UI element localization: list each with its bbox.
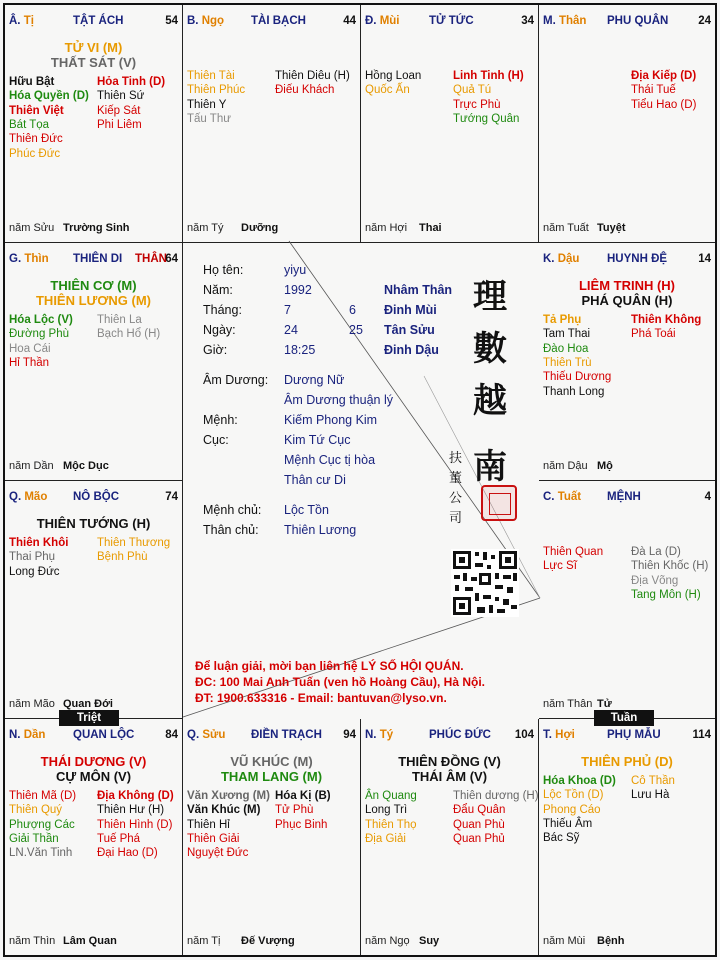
palace-can: K. — [543, 253, 555, 265]
minor-star: Cô Thần — [631, 775, 675, 787]
tuan-tag: Tuần — [594, 710, 654, 726]
amduong-label: Âm Dương: — [203, 373, 269, 387]
minor-star: Địa Không (D) — [97, 790, 174, 802]
minor-star: Đào Hoa — [543, 342, 589, 355]
main-star: THIÊN PHỦ (D) — [581, 754, 673, 769]
palace-chi: Thân — [558, 15, 587, 27]
minor-star: Thiên Hư (H) — [97, 804, 165, 817]
minor-star: Điếu Khách — [275, 84, 335, 97]
palace-age: 114 — [692, 729, 711, 741]
palace-stage: Quan Đới — [63, 698, 113, 710]
palace-name: MỆNH — [607, 491, 641, 503]
main-star: THÁI ÂM (V) — [411, 769, 488, 784]
palace-can: B. — [187, 15, 199, 27]
palace-stage: Bệnh — [597, 935, 625, 947]
minor-star: Thiên Khốc (H) — [631, 560, 709, 573]
palace-year: năm Tuất — [543, 222, 589, 234]
minor-star: Thiên Thọ — [365, 818, 417, 831]
minor-star: Tiểu Hao (D) — [631, 98, 697, 111]
minor-star: Thiên Hỉ — [187, 818, 230, 831]
palace-stage: Dưỡng — [241, 222, 279, 234]
palace-age: 24 — [698, 15, 711, 27]
palace-age: 104 — [514, 729, 534, 741]
minor-star: Thiên Tài — [187, 70, 235, 82]
main-star: TỬ VI (M) — [64, 40, 123, 55]
palace-can: Đ. — [365, 15, 377, 27]
minor-star: Quan Phủ — [453, 832, 505, 845]
minor-star: Bệnh Phù — [97, 551, 148, 564]
red-seal — [481, 485, 517, 521]
main-star: THIÊN TƯỚNG (H) — [36, 516, 151, 531]
minor-star: Tang Môn (H) — [631, 588, 701, 601]
palace-can: M. — [543, 15, 556, 27]
minor-star: Thai Phụ — [9, 551, 56, 564]
minor-star: Quan Phù — [453, 818, 505, 831]
minor-star: Phong Cáo — [543, 803, 601, 816]
main-star: LIÊM TRINH (H) — [578, 278, 676, 293]
palace-chi: Hợi — [555, 729, 575, 741]
minor-star: Quả Tú — [453, 84, 492, 97]
palace-name: NÔ BỘC — [73, 491, 119, 503]
palace-name: HUYNH ĐỆ — [607, 253, 668, 265]
minor-star: Linh Tinh (H) — [453, 70, 524, 82]
month-canchi: Đinh Mùi — [384, 303, 437, 317]
palace-can: Q. — [187, 729, 200, 741]
minor-star: Tả Phụ — [543, 314, 582, 326]
minor-star: Phượng Các — [9, 818, 75, 831]
minor-star: Thiên Không — [631, 314, 702, 326]
brand-char-4: 南 — [473, 447, 507, 487]
day-solar: 24 — [284, 323, 298, 337]
palace-can: G. — [9, 253, 22, 265]
palace-age: 54 — [165, 15, 178, 27]
minor-star: Văn Xương (M) — [187, 790, 270, 802]
minor-star: Lực Sĩ — [543, 560, 577, 573]
minor-star: Phúc Đức — [9, 147, 61, 160]
palace-stage: Đế Vượng — [241, 935, 295, 947]
minor-star: Đường Phù — [9, 328, 69, 341]
brand-char-3: 越 — [473, 381, 507, 421]
palace-stage: Mộc Dục — [63, 460, 109, 472]
minor-star: Lưu Hà — [631, 789, 670, 802]
brand-small-1: 扶 — [449, 451, 463, 466]
year-label: Năm: — [203, 283, 233, 297]
day-canchi: Tân Sửu — [384, 323, 435, 337]
palace-chi: Tý — [379, 729, 394, 741]
cuc-value-3: Thân cư Di — [284, 473, 346, 487]
palace-stage: Trường Sinh — [63, 222, 130, 234]
minor-star: Hỉ Thần — [9, 356, 50, 369]
palace-chi: Thìn — [24, 253, 49, 265]
minor-star: Thái Tuế — [631, 84, 676, 97]
main-star: THIÊN CƠ (M) — [50, 278, 137, 293]
month-solar: 7 — [284, 303, 291, 317]
minor-star: Trực Phù — [453, 98, 501, 111]
minor-star: Địa Kiếp (D) — [631, 70, 697, 82]
palace-can: Â. — [9, 15, 21, 27]
main-star: THÁI DƯƠNG (V) — [40, 754, 147, 769]
palace-age: 34 — [521, 15, 534, 27]
minor-star: Long Đức — [9, 565, 60, 578]
menhchu-label: Mệnh chủ: — [203, 503, 262, 517]
minor-star: Thiếu Âm — [543, 817, 593, 830]
palace-stage: Tuyệt — [597, 222, 626, 234]
main-star: THIÊN ĐỒNG (V) — [398, 754, 501, 769]
minor-star: Long Trì — [365, 804, 408, 817]
cuc-value-2: Mệnh Cục tị hòa — [284, 453, 376, 467]
main-star: VŨ KHÚC (M) — [230, 754, 313, 769]
palace-chi: Tuất — [557, 491, 582, 503]
palace-stage: Mộ — [597, 460, 613, 472]
cuc-label: Cục: — [203, 433, 229, 447]
minor-star: Hỏa Tinh (D) — [97, 76, 166, 88]
amduong-value: Dương Nữ — [284, 373, 345, 387]
minor-star: Thiên Y — [187, 98, 227, 111]
palace-chi: Dần — [23, 729, 46, 741]
minor-star: Thiên Hình (D) — [97, 818, 173, 831]
palace-year: năm Dần — [9, 460, 54, 472]
palace-year: năm Tị — [187, 935, 221, 947]
palace-can: T. — [543, 729, 552, 741]
palace-chi: Mão — [24, 491, 48, 503]
contact-line-3: ĐT: 1900.633316 - Email: bantuvan@lyso.vn. — [195, 691, 447, 705]
brand-small-2: 董 — [449, 471, 463, 486]
palace-can: N. — [365, 729, 377, 741]
minor-star: Hoa Cái — [9, 342, 51, 355]
minor-star: Thiên Việt — [9, 104, 64, 117]
palace-name: PHÚC ĐỨC — [429, 729, 491, 741]
palace-chi: Sửu — [202, 729, 226, 741]
palace-year: năm Tý — [187, 222, 224, 234]
minor-star: Thiên Diêu (H) — [275, 70, 350, 82]
menh-label: Mệnh: — [203, 413, 238, 427]
menh-value: Kiếm Phong Kim — [284, 413, 378, 427]
year-value: 1992 — [284, 283, 312, 297]
minor-star: LN.Văn Tinh — [9, 847, 73, 860]
minor-star: Tử Phù — [275, 804, 314, 817]
palace-year: năm Mùi — [543, 935, 586, 947]
minor-star: Quốc Ấn — [365, 84, 410, 97]
brand-small-4: 司 — [449, 511, 463, 526]
minor-star: Tướng Quân — [453, 112, 520, 125]
amduong-value-2: Âm Dương thuận lý — [284, 393, 393, 407]
minor-star: Hồng Loan — [365, 70, 422, 82]
palace-name: TẬT ÁCH — [73, 15, 124, 27]
contact-line-1: Để luận giải, mời bạn liên hệ LÝ SỐ HỘI QUÁN. — [195, 659, 464, 673]
minor-star: Thiên Thương — [97, 537, 171, 549]
minor-star: Phi Liêm — [97, 118, 142, 131]
brand-char-2: 數 — [473, 329, 507, 369]
minor-star: Hóa Lộc (V) — [9, 314, 73, 326]
palace-age: 44 — [343, 15, 356, 27]
thanchu-label: Thân chủ: — [203, 523, 259, 537]
minor-star: Giải Thần — [9, 832, 59, 845]
main-star: PHÁ QUÂN (H) — [581, 293, 673, 308]
minor-star: Thiên La — [97, 314, 142, 326]
palace-year: năm Ngọ — [365, 935, 410, 947]
palace-year: năm Thìn — [9, 935, 56, 947]
brand-small-3: 公 — [449, 491, 463, 506]
minor-star: Văn Khúc (M) — [187, 804, 261, 817]
palace-stage: Thai — [419, 222, 442, 234]
main-star: THAM LANG (M) — [220, 769, 323, 784]
name-label: Họ tên: — [203, 263, 244, 277]
minor-star: Đẩu Quân — [453, 804, 506, 817]
minor-star: Thiên Quý — [9, 804, 63, 817]
main-star: CỰ MÔN (V) — [55, 769, 132, 784]
palace-stage: Lâm Quan — [63, 935, 117, 947]
minor-star: Phá Toái — [631, 328, 676, 341]
minor-star: Thanh Long — [543, 385, 605, 398]
main-star: THẤT SÁT (V) — [50, 55, 137, 70]
minor-star: Thiên Đức — [9, 133, 63, 146]
day-label: Ngày: — [203, 323, 236, 337]
palace-year: năm Mão — [9, 698, 55, 710]
palace-name: PHỤ MẪU — [607, 729, 661, 741]
palace-age: 64 — [165, 253, 178, 265]
minor-star: Đại Hao (D) — [97, 847, 158, 860]
palace-can: C. — [543, 491, 555, 503]
thanchu-value: Thiên Lương — [284, 523, 357, 537]
minor-star: Địa Võng — [631, 574, 679, 587]
year-canchi: Nhâm Thân — [384, 283, 453, 297]
contact-line-2: ĐC: 100 Mai Anh Tuấn (ven hồ Hoàng Cầu), Hà Nội. — [195, 675, 486, 689]
palace-chi: Dậu — [557, 253, 580, 265]
minor-star: Thiên Mã (D) — [9, 790, 77, 802]
minor-star: Hóa Kị (B) — [275, 790, 331, 802]
palace-age: 4 — [704, 491, 711, 503]
palace-year: năm Hợi — [365, 222, 408, 234]
palace-chi: Ngọ — [201, 15, 225, 27]
month-label: Tháng: — [203, 303, 242, 317]
minor-star: Thiên Sứ — [97, 90, 145, 103]
minor-star: Ân Quang — [365, 790, 417, 802]
palace-stage: Suy — [419, 935, 440, 947]
palace-name: THIÊN DI — [73, 253, 123, 265]
cuc-value: Kim Tứ Cục — [284, 433, 351, 447]
minor-star: Tam Thai — [543, 328, 591, 341]
minor-star: Bác Sỹ — [543, 832, 580, 845]
minor-star: Hữu Bật — [9, 76, 55, 88]
hour-value: 18:25 — [284, 343, 316, 357]
palace-year: năm Sửu — [9, 222, 55, 234]
minor-star: Thiên Trù — [543, 356, 592, 369]
palace-name: PHU QUÂN — [607, 15, 669, 27]
triet-tag: Triệt — [59, 710, 119, 726]
minor-star: Kiếp Sát — [97, 104, 141, 117]
hour-canchi: Đinh Dậu — [384, 343, 439, 357]
minor-star: Bát Tọa — [9, 118, 50, 131]
palace-age: 74 — [165, 491, 178, 503]
minor-star: Thiên Quan — [543, 546, 604, 558]
minor-star: Tuế Phá — [97, 832, 141, 845]
palace-name: TÀI BẠCH — [251, 15, 306, 27]
palace-chi: Mùi — [379, 15, 400, 27]
palace-age: 14 — [698, 253, 711, 265]
minor-star: Bạch Hổ (H) — [97, 328, 161, 341]
palace-name: ĐIỀN TRẠCH — [251, 729, 322, 741]
palace-chi: Tị — [23, 15, 34, 27]
minor-star: Hóa Khoa (D) — [543, 775, 616, 787]
main-star: THIÊN LƯƠNG (M) — [35, 293, 152, 308]
palace-year: năm Thân — [543, 698, 593, 710]
minor-star: Lộc Tồn (D) — [543, 789, 604, 802]
palace-name: QUAN LỘC — [73, 729, 135, 741]
minor-star: Thiên Giải — [187, 832, 240, 845]
minor-star: Nguyệt Đức — [187, 847, 249, 860]
day-lunar: 25 — [349, 323, 363, 337]
palace-age: 84 — [165, 729, 178, 741]
minor-star: Hóa Quyền (D) — [9, 90, 89, 103]
than-marker: THÂN — [135, 253, 167, 265]
menhchu-value: Lộc Tồn — [284, 503, 329, 517]
palace-age: 94 — [343, 729, 356, 741]
palace-year: năm Dậu — [543, 460, 588, 472]
palace-can: N. — [9, 729, 21, 741]
minor-star: Thiên Khôi — [9, 537, 69, 549]
qr-code — [451, 549, 519, 617]
brand-char-1: 理 — [473, 277, 507, 317]
minor-star: Đà La (D) — [631, 546, 681, 558]
palace-name: TỬ TỨC — [429, 15, 474, 27]
month-lunar: 6 — [349, 303, 356, 317]
palace-stage: Tử — [597, 698, 612, 710]
minor-star: Thiên Phúc — [187, 84, 246, 97]
name-value: yiyu — [284, 263, 307, 277]
minor-star: Thiếu Dương — [543, 371, 612, 384]
center-info-panel — [181, 239, 537, 717]
hour-label: Giờ: — [203, 343, 228, 357]
minor-star: Địa Giải — [365, 832, 406, 845]
palace-can: Q. — [9, 491, 22, 503]
minor-star: Tấu Thư — [187, 112, 231, 125]
minor-star: Thiên dương (H) — [453, 790, 539, 802]
minor-star: Phục Binh — [275, 818, 328, 831]
